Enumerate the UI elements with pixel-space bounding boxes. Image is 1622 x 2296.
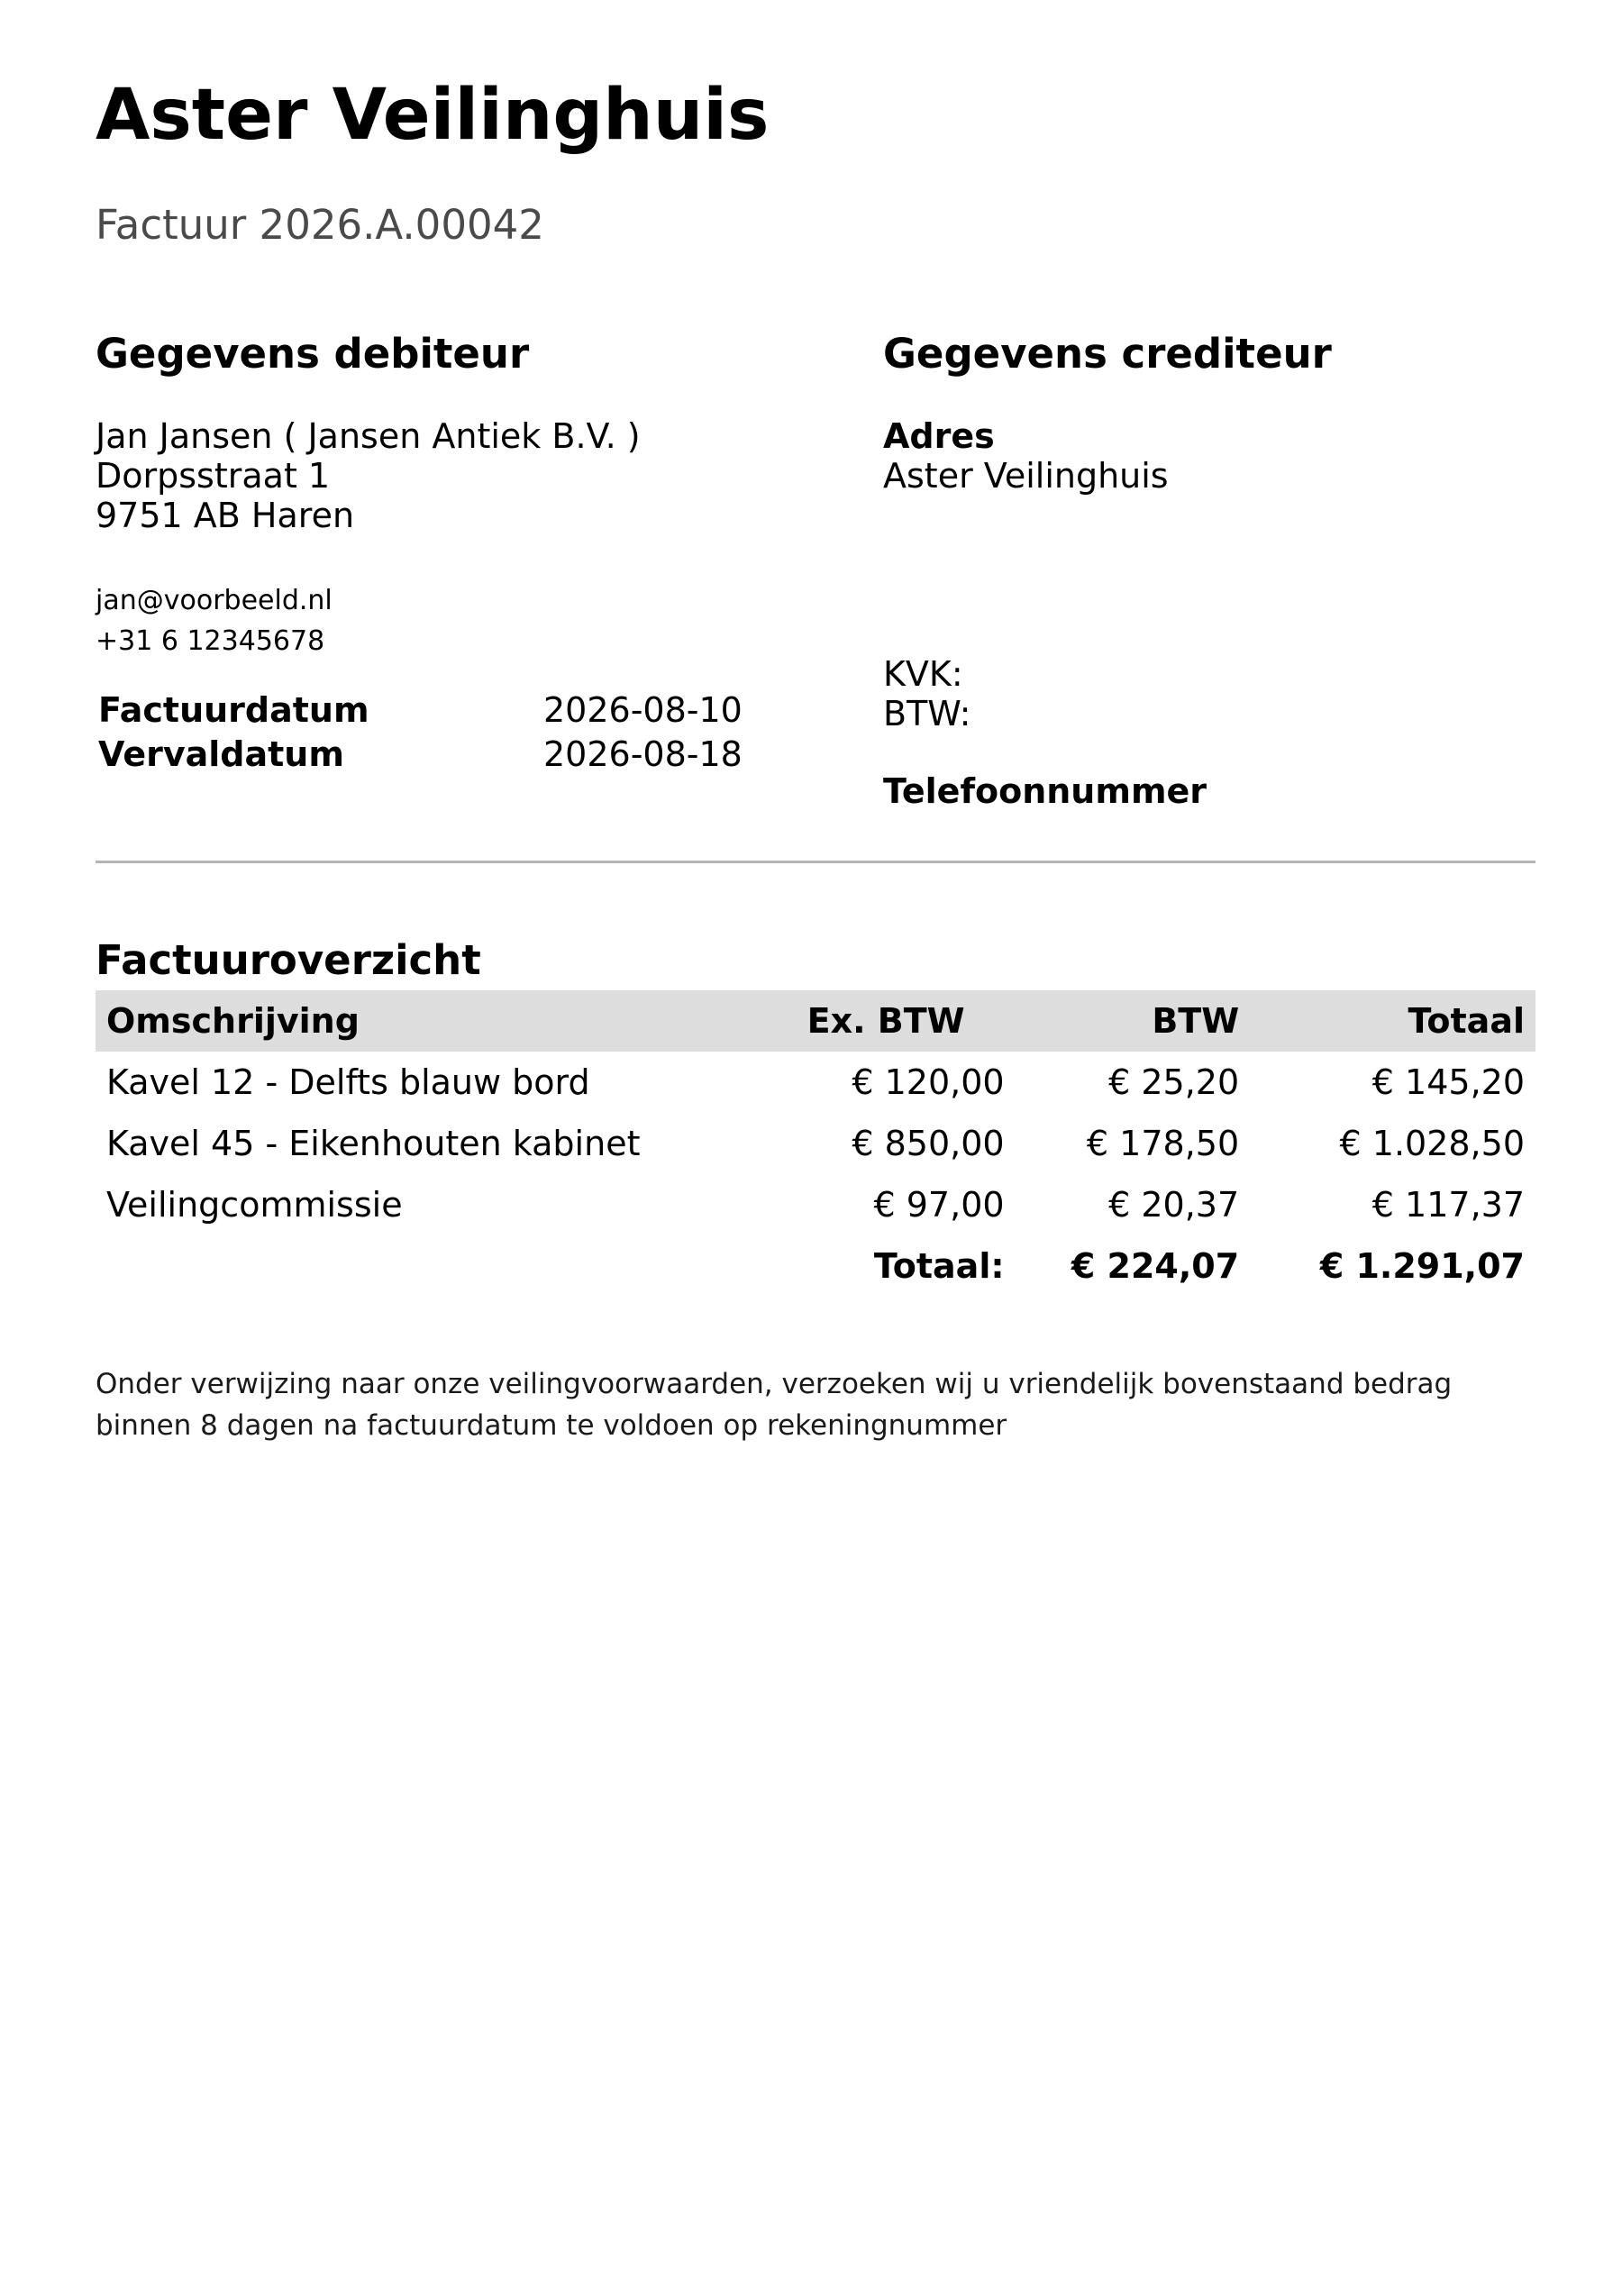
- invoice-date-value: 2026-08-10: [543, 690, 743, 730]
- invoice-number: Factuur 2026.A.00042: [96, 201, 544, 249]
- kvk-label: KVK:: [883, 654, 963, 694]
- row-btw: € 178,50: [1086, 1124, 1240, 1163]
- due-date-value: 2026-08-18: [543, 734, 743, 774]
- debtor-street: Dorpsstraat 1: [96, 456, 331, 496]
- row-description: Veilingcommissie: [106, 1185, 403, 1225]
- col-header-total: Totaal: [1250, 990, 1535, 1052]
- debtor-contact: [96, 580, 333, 661]
- creditor-ids: [883, 654, 970, 733]
- due-date-row: [98, 733, 783, 777]
- row-description: Kavel 45 - Eikenhouten kabinet: [106, 1124, 641, 1163]
- invoice-date-row: [98, 688, 783, 733]
- row-ex-btw: € 850,00: [852, 1124, 1005, 1163]
- table-row: [96, 1113, 1535, 1174]
- table-row: [96, 1052, 1535, 1113]
- invoice-table: [96, 990, 1535, 1297]
- table-row: [96, 1174, 1535, 1235]
- invoice-dates: [98, 688, 783, 777]
- col-header-description: Omschrijving: [96, 990, 704, 1052]
- creditor-address-name: Aster Veilinghuis: [883, 456, 1169, 496]
- creditor-phone-label: Telefoonnummer: [883, 771, 1207, 811]
- row-ex-btw: € 97,00: [873, 1185, 1005, 1225]
- totals-label: Totaal:: [873, 1246, 1005, 1286]
- creditor-section: [883, 330, 1532, 811]
- totals-spacer: [96, 1235, 704, 1297]
- row-ex-btw: € 120,00: [852, 1062, 1005, 1102]
- row-total: € 117,37: [1371, 1185, 1525, 1225]
- debtor-postal-city: 9751 AB Haren: [96, 496, 355, 535]
- table-header-row: [96, 990, 1535, 1052]
- debtor-heading: Gegevens debiteur: [96, 330, 530, 378]
- payment-note: Onder verwijzing naar onze veilingvoorwaarden, verzoeken wij u vriendelijk bovenstaand bedrag binnen 8 dagen na factuurdatum te voldoen op rekeningnummer: [96, 1368, 1453, 1442]
- creditor-heading: Gegevens crediteur: [883, 330, 1332, 378]
- row-description: Kavel 12 - Delfts blauw bord: [106, 1062, 590, 1102]
- invoice-page: [96, 0, 1535, 2296]
- row-total: € 145,20: [1371, 1062, 1525, 1102]
- row-total: € 1.028,50: [1339, 1124, 1525, 1163]
- totals-row: [96, 1235, 1535, 1297]
- col-header-ex-btw: Ex. BTW: [704, 990, 1016, 1052]
- due-date-label: Vervaldatum: [98, 734, 344, 774]
- creditor-address-label: Adres: [883, 416, 995, 456]
- debtor-name: Jan Jansen ( Jansen Antiek B.V. ): [96, 416, 641, 456]
- row-btw: € 20,37: [1108, 1185, 1240, 1225]
- overview-heading: Factuuroverzicht: [96, 936, 481, 985]
- col-header-btw: BTW: [1016, 990, 1251, 1052]
- debtor-email: jan@voorbeeld.nl: [96, 585, 333, 616]
- row-btw: € 25,20: [1108, 1062, 1240, 1102]
- btw-label: BTW:: [883, 694, 971, 733]
- totals-total: € 1.291,07: [1319, 1246, 1525, 1286]
- debtor-phone: +31 6 12345678: [96, 625, 325, 657]
- company-title: Aster Veilinghuis: [96, 75, 770, 156]
- debtor-address: [96, 416, 641, 535]
- creditor-address: [883, 416, 1169, 496]
- invoice-date-label: Factuurdatum: [98, 690, 369, 730]
- section-divider: [96, 861, 1535, 863]
- totals-btw: € 224,07: [1071, 1246, 1240, 1286]
- debtor-section: [96, 330, 798, 774]
